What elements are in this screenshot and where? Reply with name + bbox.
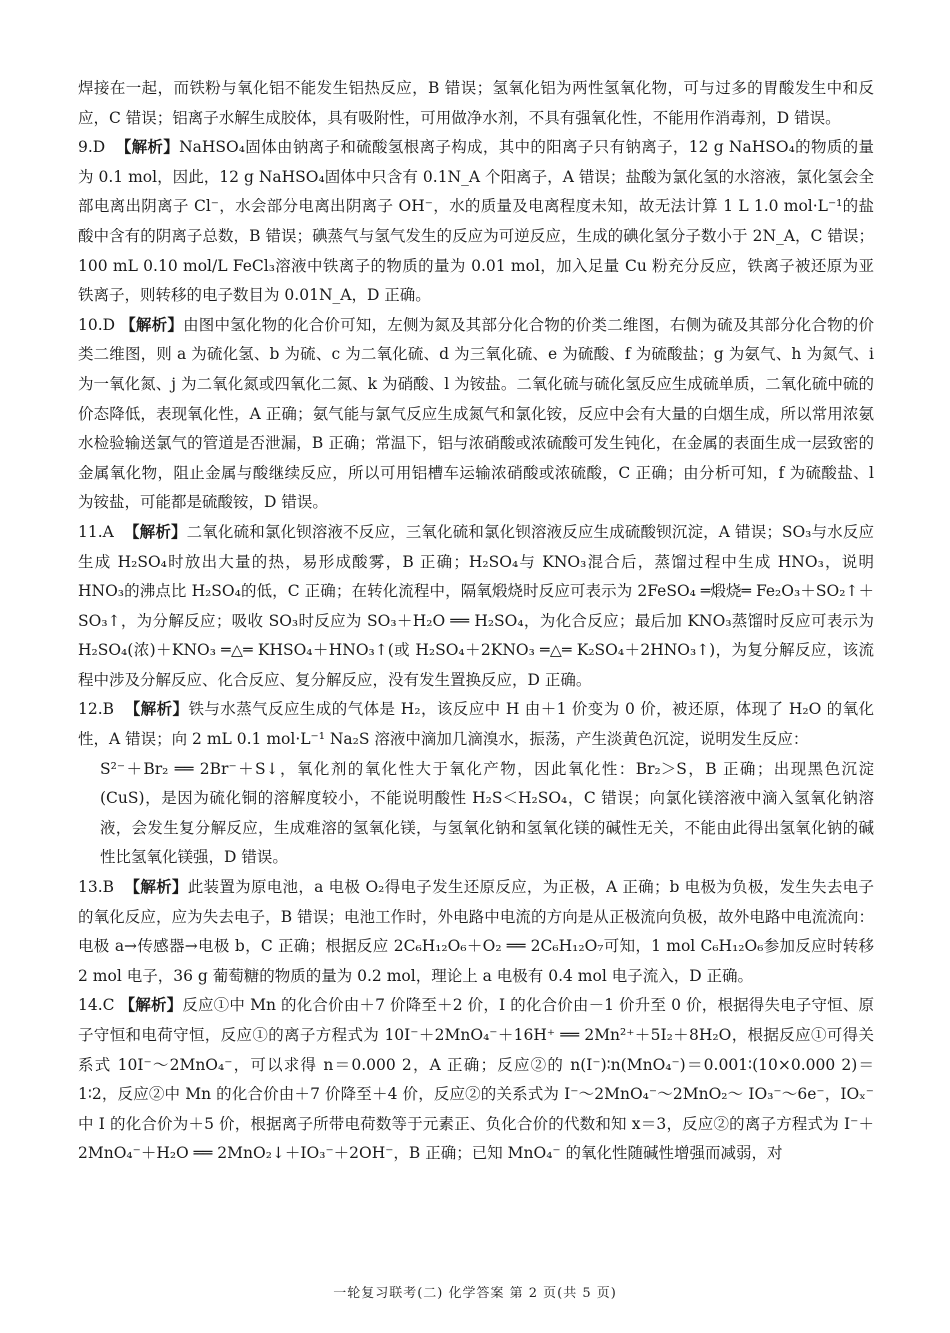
analysis-tag: 【解析】 [119,996,183,1015]
answer-number: 13.B [78,878,115,897]
answer-page [78,74,874,1169]
answer-number: 12.B [78,700,115,719]
answer-item-13 [78,873,874,991]
analysis-tag: 【解析】 [124,700,189,719]
answer-number: 9.D [78,138,106,157]
answer-number: 11.A [78,522,114,541]
answer-number: 10.D [78,315,116,334]
answer-item-10 [78,311,874,518]
answer-item-12 [78,695,874,754]
answer-text: 铁与水蒸气反应生成的气体是 H₂，该反应中 H 由＋1 价变为 0 价，被还原，体现了 H₂O 的氧化性，A 错误；向 2 mL 0.1 mol·L⁻¹ Na₂S 溶液中滴加几滴溴水，振荡，产生淡黄色沉淀，说明发生反应： [78,700,874,749]
answer-item-14 [78,991,874,1169]
answer-number: 14.C [78,996,115,1015]
answer-item-11 [78,518,874,696]
page-footer: 一轮复习联考(二) 化学答案 第 2 页(共 5 页) [333,1286,617,1301]
answer-text: 此装置为原电池，a 电极 O₂得电子发生还原反应，为正极，A 正确；b 电极为负极，发生失去电子的氧化反应，应为失去电子，B 错误；电池工作时，外电路中电流的方向是从正极流向负极，故外电路中电流流向：电极 a→传感器→电极 b，C 正确；根据反应 2C₆H₁₂O₆＋O₂ ══ 2C₆H₁₂O₇可知，1 mol C₆H₁₂O₆参加反应时转移 2 mol 电子，36 g 葡萄糖的物质的量为 0.2 mol，理论上 a 电极有 0.4 mol 电子流入，D 正确。 [78,878,874,985]
analysis-tag: 【解析】 [115,138,180,157]
answer-text: NaHSO₄固体由钠离子和硫酸氢根离子构成，其中的阳离子只有钠离子，12 g NaHSO₄的物质的量为 0.1 mol，因此，12 g NaHSO₄固体中只含有 0.1N_A 个阳离子，A 错误；盐酸为氯化氢的水溶液，氯化氢会全部电离出阴离子 Cl⁻，水会部分电离出阴离子 OH⁻，水的质量及电离程度未知，故无法计算 1 L 1.0 mol·L⁻¹的盐酸中含有的阴离子总数，B 错误；碘蒸气与氢气发生的反应为可逆反应，生成的碘化氢分子数小于 2N_A，C 错误；100 mL 0.10 mol/L FeCl₃溶液中铁离子的物质的量为 0.01 mol，加入足量 Cu 粉充分反应，铁离子被还原为亚铁离子，则转移的电子数目为 0.01N_A，D 正确。 [78,138,874,305]
lead-paragraph: 焊接在一起，而铁粉与氧化铝不能发生铝热反应，B 错误；氢氧化铝为两性氢氧化物，可与过多的胃酸发生中和反应，C 错误；铝离子水解生成胶体，具有吸附性，可用做净水剂，不具有强氧化性，不能用作消毒剂，D 错误。 [78,79,874,127]
answer-continuation: S²⁻＋Br₂ ══ 2Br⁻＋S↓，氧化剂的氧化性大于氧化产物，因此氧化性：Br₂＞S，B 正确；出现黑色沉淀(CuS)，是因为硫化铜的溶解度较小，不能说明酸性 H₂S＜H₂SO₄，C 错误；向氯化镁溶液中滴入氢氧化钠溶液，会发生复分解反应，生成难溶的氢氧化镁，与氢氧化钠和氢氧化镁的碱性无关，不能由此得出氢氧化钠的碱性比氢氧化镁强，D 错误。 [100,759,874,867]
analysis-tag: 【解析】 [124,878,188,897]
answer-text: 反应①中 Mn 的化合价由＋7 价降至＋2 价，I 的化合价由－1 价升至 0 价，根据得失电子守恒、原子守恒和电荷守恒，反应①的离子方程式为 10I⁻＋2MnO₄⁻＋16H⁺ ══ 2Mn²⁺＋5I₂＋8H₂O，根据反应①可得关系式 10I⁻～2MnO₄⁻，可以求得 n＝0.000 2，A 正确；反应②的 n(I⁻)∶n(MnO₄⁻)＝0.001∶(10×0.000 2)＝1∶2，反应②中 Mn 的化合价由＋7 价降至＋4 价，反应②的关系式为 I⁻～2MnO₄⁻～2MnO₂～ IO₃⁻～6e⁻，IOₓ⁻ 中 I 的化合价为＋5 价，根据离子所带电荷数等于元素正、负化合价的代数和知 x＝3，反应②的离子方程式为 I⁻＋2MnO₄⁻＋H₂O ══ 2MnO₂↓＋IO₃⁻＋2OH⁻，B 正确；已知 MnO₄⁻ 的氧化性随碱性增强而减弱，对 [78,996,874,1163]
analysis-tag: 【解析】 [120,315,184,334]
answer-item-9 [78,133,874,311]
analysis-tag: 【解析】 [124,522,187,541]
answer-text: 二氧化硫和氯化钡溶液不反应，三氧化硫和氯化钡溶液反应生成硫酸钡沉淀，A 错误；SO₃与水反应生成 H₂SO₄时放出大量的热，易形成酸雾，B 正确；H₂SO₄与 KNO₃混合后，蒸馏过程中生成 HNO₃，说明 HNO₃的沸点比 H₂SO₄的低，C 正确；在转化流程中，隔氧煅烧时反应可表示为 2FeSO₄ ═煅烧═ Fe₂O₃＋SO₂↑＋SO₃↑，为分解反应；吸收 SO₃时反应为 SO₃＋H₂O ══ H₂SO₄，为化合反应；最后加 KNO₃蒸馏时反应可表示为 H₂SO₄(浓)＋KNO₃ ═△═ KHSO₄＋HNO₃↑(或 H₂SO₄＋2KNO₃ ═△═ K₂SO₄＋2HNO₃↑)，为复分解反应，该流程中涉及分解反应、化合反应、复分解反应，没有发生置换反应，D 正确。 [78,522,874,689]
answer-text: 由图中氢化物的化合价可知，左侧为氮及其部分化合物的价类二维图，右侧为硫及其部分化合物的价类二维图，则 a 为硫化氢、b 为硫、c 为二氧化硫、d 为三氧化硫、e 为硫酸、f 为硫酸盐；g 为氨气、h 为氮气、i 为一氧化氮、j 为二氧化氮或四氧化二氮、k 为硝酸、l 为铵盐。二氧化硫与硫化氢反应生成硫单质，二氧化硫中硫的价态降低，表现氧化性，A 正确；氨气能与氯气反应生成氮气和氯化铵，反应中会有大量的白烟生成，所以常用浓氨水检验输送氯气的管道是否泄漏，B 正确；常温下，铝与浓硝酸或浓硫酸可发生钝化，在金属的表面生成一层致密的金属氧化物，阻止金属与酸继续反应，所以可用铝槽车运输浓硝酸或浓硫酸，C 正确；由分析可知，f 为硫酸盐、l 为铵盐，可能都是硫酸铵，D 错误。 [78,315,874,512]
